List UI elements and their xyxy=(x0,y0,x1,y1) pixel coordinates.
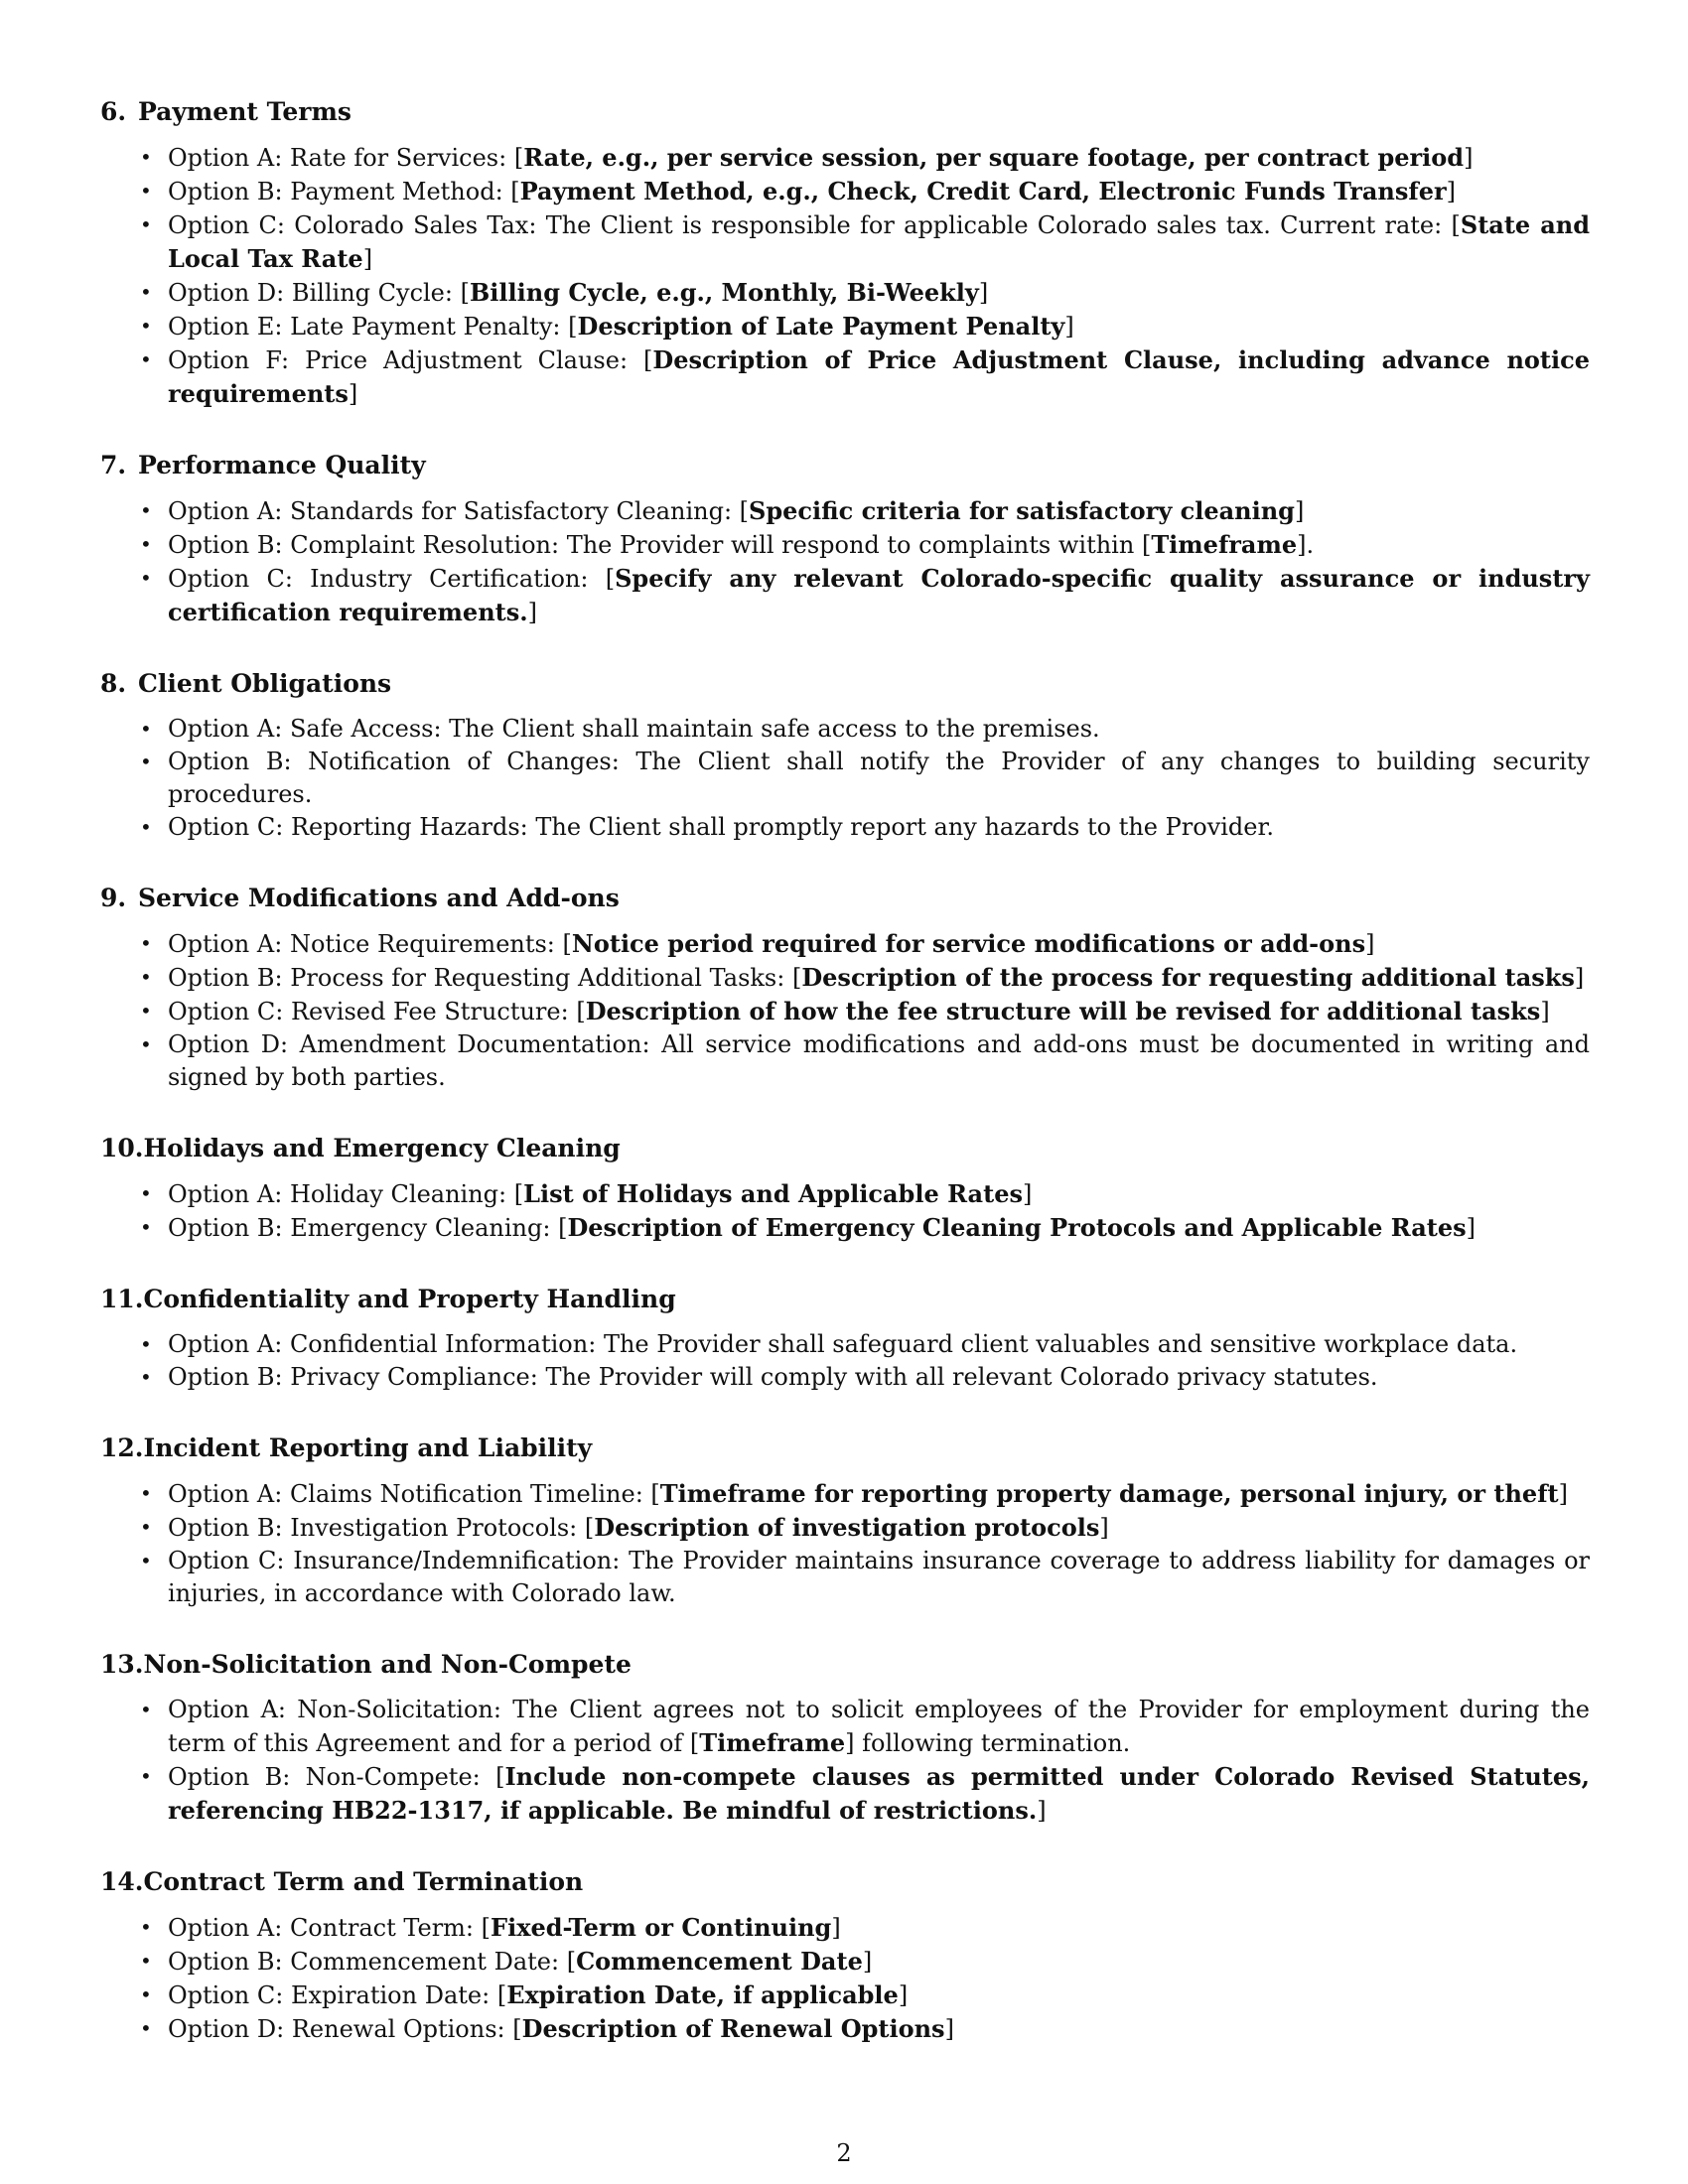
section-heading xyxy=(100,667,1590,701)
bullet-icon: • xyxy=(140,532,152,556)
section-number: 11. xyxy=(100,1285,144,1313)
placeholder-field: List of Holidays and Applicable Rates xyxy=(523,1179,1023,1208)
option-list xyxy=(100,1328,1590,1394)
option-item: • Option D: Billing Cycle: [Billing Cycle, e.g., Monthly, Bi-Weekly] xyxy=(140,278,989,307)
section-title: Client Obligations xyxy=(138,669,392,698)
option-label: Option B: Notification of Changes: xyxy=(168,748,636,775)
option-text: The Provider shall safeguard client valuables and sensitive workplace data. xyxy=(603,1330,1518,1358)
option-label: Option A: Non-Solicitation: xyxy=(168,1696,513,1723)
option-text: The Client is responsible for applicable Colorado sales tax. Current rate: xyxy=(545,211,1452,239)
option-label: Option E: Late Payment Penalty: xyxy=(168,313,569,341)
section-11 xyxy=(100,1283,1590,1394)
option-list xyxy=(100,1694,1590,1828)
option-item xyxy=(100,1545,1590,1610)
section-number: 8. xyxy=(100,669,127,698)
option-text-suffix: following termination. xyxy=(854,1729,1131,1757)
bullet-icon: • xyxy=(140,1549,152,1572)
option-text: All service modifications and add-ons must be documented in writing and signed by both parties. xyxy=(168,1030,1591,1091)
section-heading xyxy=(100,1865,1590,1899)
option-list xyxy=(100,1911,1590,2046)
section-heading xyxy=(100,882,1590,915)
placeholder-field: Commencement Date xyxy=(576,1947,863,1976)
option-label: Option A: Claims Notification Timeline: xyxy=(168,1480,651,1508)
option-item: • Option C: Industry Certification: [Specify any relevant Colorado-specific quality assurance or industry certification requirements.] xyxy=(140,564,1590,626)
bullet-icon: • xyxy=(140,1982,152,2006)
option-item: • Option C: Colorado Sales Tax: The Client is responsible for applicable Colorado sales tax. Current rate: [State and Local Tax Rate] xyxy=(140,210,1590,273)
placeholder-field: Fixed-Term or Continuing xyxy=(491,1913,832,1942)
section-number: 7. xyxy=(100,451,127,479)
section-number: 13. xyxy=(100,1650,144,1679)
bullet-icon: • xyxy=(140,717,152,741)
section-8 xyxy=(100,667,1590,844)
bullet-icon: • xyxy=(140,1032,152,1056)
placeholder-field: Description of investigation protocols xyxy=(594,1513,1100,1542)
option-item: • Option D: Renewal Options: [Description of Renewal Options] xyxy=(140,2014,954,2043)
option-item: • Option A: Rate for Services: [Rate, e.g., per service session, per square footage, per contract period] xyxy=(140,143,1474,172)
bullet-icon: • xyxy=(140,1181,152,1205)
option-item: • Option B: Non-Compete: [Include non-compete clauses as permitted under Colorado Revised Statutes, referencing HB22-1317, if applicable. Be mindful of restrictions.] xyxy=(140,1762,1591,1825)
option-label: Option A: Standards for Satisfactory Cleaning: xyxy=(168,497,740,525)
section-14 xyxy=(100,1865,1590,2046)
placeholder-field: Payment Method, e.g., Check, Credit Card, Electronic Funds Transfer xyxy=(519,177,1447,205)
option-label: Option C: Expiration Date: xyxy=(168,1981,497,2009)
bullet-icon: • xyxy=(140,1332,152,1356)
option-label: Option A: Rate for Services: xyxy=(168,144,514,172)
option-item: • Option E: Late Payment Penalty: [Description of Late Payment Penalty] xyxy=(140,312,1074,341)
option-label: Option B: Complaint Resolution: xyxy=(168,531,567,559)
option-label: Option F: Price Adjustment Clause: xyxy=(168,346,643,374)
bullet-icon: • xyxy=(140,498,152,522)
option-item: • Option A: Holiday Cleaning: [List of Holidays and Applicable Rates] xyxy=(140,1179,1033,1208)
option-list xyxy=(100,494,1590,629)
option-item: • Option A: Non-Solicitation: The Client agrees not to solicit employees of the Provider for employment during the term of this Agreement and for a period of [Timeframe] following termination. xyxy=(140,1696,1590,1757)
placeholder-field: Description of Late Payment Penalty xyxy=(577,312,1065,341)
option-label: Option C: Industry Certification: xyxy=(168,565,606,593)
bullet-icon: • xyxy=(140,1915,152,1939)
bullet-icon: • xyxy=(140,2016,152,2040)
option-item: • Option A: Standards for Satisfactory Cleaning: [Specific criteria for satisfactory cleaning] xyxy=(140,496,1305,525)
option-label: Option A: Safe Access: xyxy=(168,715,450,743)
section-heading xyxy=(100,449,1590,482)
section-heading xyxy=(100,1132,1590,1165)
option-item: • Option C: Revised Fee Structure: [Description of how the fee structure will be revised for additional tasks] xyxy=(140,997,1550,1025)
bullet-icon: • xyxy=(140,314,152,338)
option-list xyxy=(100,1177,1590,1245)
option-item: • Option A: Claims Notification Timeline: [Timeframe for reporting property damage, personal injury, or theft] xyxy=(140,1479,1568,1508)
bullet-icon: • xyxy=(140,179,152,203)
bullet-icon: • xyxy=(140,280,152,304)
option-label: Option A: Confidential Information: xyxy=(168,1330,604,1358)
placeholder-field: Description of how the fee structure will be revised for additional tasks xyxy=(585,997,1541,1025)
placeholder-field: Description of Emergency Cleaning Protocols and Applicable Rates xyxy=(567,1213,1467,1242)
document-body xyxy=(100,95,1590,2084)
section-title: Contract Term and Termination xyxy=(143,1867,584,1896)
section-heading xyxy=(100,1283,1590,1316)
option-label: Option D: Amendment Documentation: xyxy=(168,1030,662,1058)
placeholder-field: Notice period required for service modifications or add-ons xyxy=(571,929,1366,958)
option-label: Option B: Commencement Date: xyxy=(168,1948,567,1976)
placeholder-field: Description of the process for requesting additional tasks xyxy=(801,963,1575,992)
option-item: • Option B: Commencement Date: [Commencement Date] xyxy=(140,1947,873,1976)
bullet-icon: • xyxy=(140,931,152,955)
placeholder-field: Timeframe for reporting property damage, personal injury, or theft xyxy=(659,1479,1559,1508)
option-label: Option B: Privacy Compliance: xyxy=(168,1363,546,1391)
option-list xyxy=(100,1477,1590,1610)
option-item xyxy=(100,1028,1590,1094)
option-item xyxy=(100,1361,1590,1394)
option-label: Option C: Reporting Hazards: xyxy=(168,813,536,841)
placeholder-field: Expiration Date, if applicable xyxy=(506,1980,899,2009)
bullet-icon: • xyxy=(140,815,152,839)
placeholder-field: Description of Renewal Options xyxy=(521,2014,945,2043)
option-item: • Option C: Expiration Date: [Expiration Date, if applicable] xyxy=(140,1980,909,2009)
option-text: The Provider will comply with all relevant Colorado privacy statutes. xyxy=(545,1363,1378,1391)
bullet-icon: • xyxy=(140,347,152,371)
placeholder-field: Rate, e.g., per service session, per square footage, per contract period xyxy=(523,143,1465,172)
option-label: Option A: Contract Term: xyxy=(168,1914,482,1942)
section-number: 14. xyxy=(100,1867,144,1896)
section-9 xyxy=(100,882,1590,1094)
option-text: The Client shall promptly report any hazards to the Provider. xyxy=(535,813,1274,841)
bullet-icon: • xyxy=(140,145,152,169)
option-item xyxy=(100,1328,1590,1361)
bullet-icon: • xyxy=(140,1365,152,1389)
section-number: 9. xyxy=(100,884,127,912)
option-item: • Option B: Investigation Protocols: [Description of investigation protocols] xyxy=(140,1513,1109,1542)
option-label: Option A: Notice Requirements: xyxy=(168,930,563,958)
option-label: Option C: Insurance/Indemnification: xyxy=(168,1547,630,1574)
section-number: 12. xyxy=(100,1433,144,1462)
option-text: The Provider will respond to complaints within xyxy=(566,531,1142,559)
bullet-icon: • xyxy=(140,212,152,236)
option-label: Option A: Holiday Cleaning: xyxy=(168,1180,514,1208)
placeholder-field: Timeframe xyxy=(1151,530,1298,559)
option-text: The Client shall maintain safe access to the premises. xyxy=(449,715,1100,743)
option-label: Option B: Process for Requesting Additional Tasks: xyxy=(168,964,792,992)
bullet-icon: • xyxy=(140,1949,152,1973)
section-title: Non-Solicitation and Non-Compete xyxy=(143,1650,632,1679)
placeholder-field: Description of Price Adjustment Clause, including advance notice requirements xyxy=(168,345,1590,408)
option-item: • Option A: Contract Term: [Fixed-Term or Continuing] xyxy=(140,1913,841,1942)
placeholder-field: Include non-compete clauses as permitted under Colorado Revised Statutes, referencing HB22-1317, if applicable. Be mindful of restrictions. xyxy=(168,1762,1591,1825)
section-7 xyxy=(100,449,1590,629)
option-item: • Option B: Complaint Resolution: The Provider will respond to complaints within [Timeframe]. xyxy=(140,530,1315,559)
section-title: Payment Terms xyxy=(138,97,352,126)
option-item xyxy=(100,713,1590,746)
option-label: Option B: Payment Method: xyxy=(168,178,511,205)
bullet-icon: • xyxy=(140,1698,152,1721)
bullet-icon: • xyxy=(140,1515,152,1539)
placeholder-field: Specify any relevant Colorado-specific quality assurance or industry certification requirements. xyxy=(168,564,1590,626)
option-list xyxy=(100,927,1590,1094)
section-heading xyxy=(100,1648,1590,1682)
option-text-suffix: . xyxy=(1306,531,1315,559)
option-item: • Option B: Process for Requesting Additional Tasks: [Description of the process for requesting additional tasks] xyxy=(140,963,1585,992)
section-title: Incident Reporting and Liability xyxy=(143,1433,593,1462)
placeholder-field: Billing Cycle, e.g., Monthly, Bi-Weekly xyxy=(469,278,979,307)
placeholder-field: Timeframe xyxy=(699,1728,846,1757)
option-label: Option B: Emergency Cleaning: xyxy=(168,1214,559,1242)
bullet-icon: • xyxy=(140,566,152,590)
option-text: The Provider maintains insurance coverage to address liability for damages or injuries, in accordance with Colorado law. xyxy=(168,1547,1591,1607)
bullet-icon: • xyxy=(140,999,152,1023)
placeholder-field: State and Local Tax Rate xyxy=(168,210,1590,273)
placeholder-field: Specific criteria for satisfactory cleaning xyxy=(749,496,1295,525)
bullet-icon: • xyxy=(140,1215,152,1239)
bullet-icon: • xyxy=(140,1764,152,1788)
option-label: Option B: Investigation Protocols: xyxy=(168,1514,585,1542)
option-label: Option C: Colorado Sales Tax: xyxy=(168,211,546,239)
bullet-icon: • xyxy=(140,750,152,773)
option-text: The Client agrees not to solicit employees of the Provider for employment during the term of this Agreement and for a period of xyxy=(168,1696,1590,1757)
option-text: The Client shall notify the Provider of any changes to building security procedures. xyxy=(168,748,1590,808)
option-list xyxy=(100,141,1590,411)
section-title: Confidentiality and Property Handling xyxy=(143,1285,676,1313)
option-item xyxy=(100,811,1590,844)
page-number: 2 xyxy=(836,2139,852,2167)
bullet-icon: • xyxy=(140,1481,152,1505)
option-item: • Option B: Payment Method: [Payment Method, e.g., Check, Credit Card, Electronic Funds Transfer] xyxy=(140,177,1456,205)
option-item: • Option A: Notice Requirements: [Notice period required for service modifications or add-ons] xyxy=(140,929,1375,958)
option-label: Option D: Billing Cycle: xyxy=(168,279,461,307)
option-label: Option C: Revised Fee Structure: xyxy=(168,998,577,1025)
section-title: Performance Quality xyxy=(138,451,426,479)
section-6 xyxy=(100,95,1590,411)
option-label: Option B: Non-Compete: xyxy=(168,1763,496,1791)
option-item: • Option F: Price Adjustment Clause: [Description of Price Adjustment Clause, including advance notice requirements] xyxy=(140,345,1590,408)
bullet-icon: • xyxy=(140,965,152,989)
section-13 xyxy=(100,1648,1590,1828)
section-number: 10. xyxy=(100,1134,144,1162)
option-label: Option D: Renewal Options: xyxy=(168,2015,513,2043)
option-list xyxy=(100,713,1590,844)
section-12 xyxy=(100,1432,1590,1610)
option-item: • Option B: Emergency Cleaning: [Description of Emergency Cleaning Protocols and Applicable Rates] xyxy=(140,1213,1477,1242)
section-heading xyxy=(100,1432,1590,1465)
section-heading xyxy=(100,95,1590,129)
section-10 xyxy=(100,1132,1590,1245)
option-item xyxy=(100,746,1590,811)
section-title: Holidays and Emergency Cleaning xyxy=(143,1134,621,1162)
section-number: 6. xyxy=(100,97,127,126)
section-title: Service Modifications and Add-ons xyxy=(138,884,620,912)
